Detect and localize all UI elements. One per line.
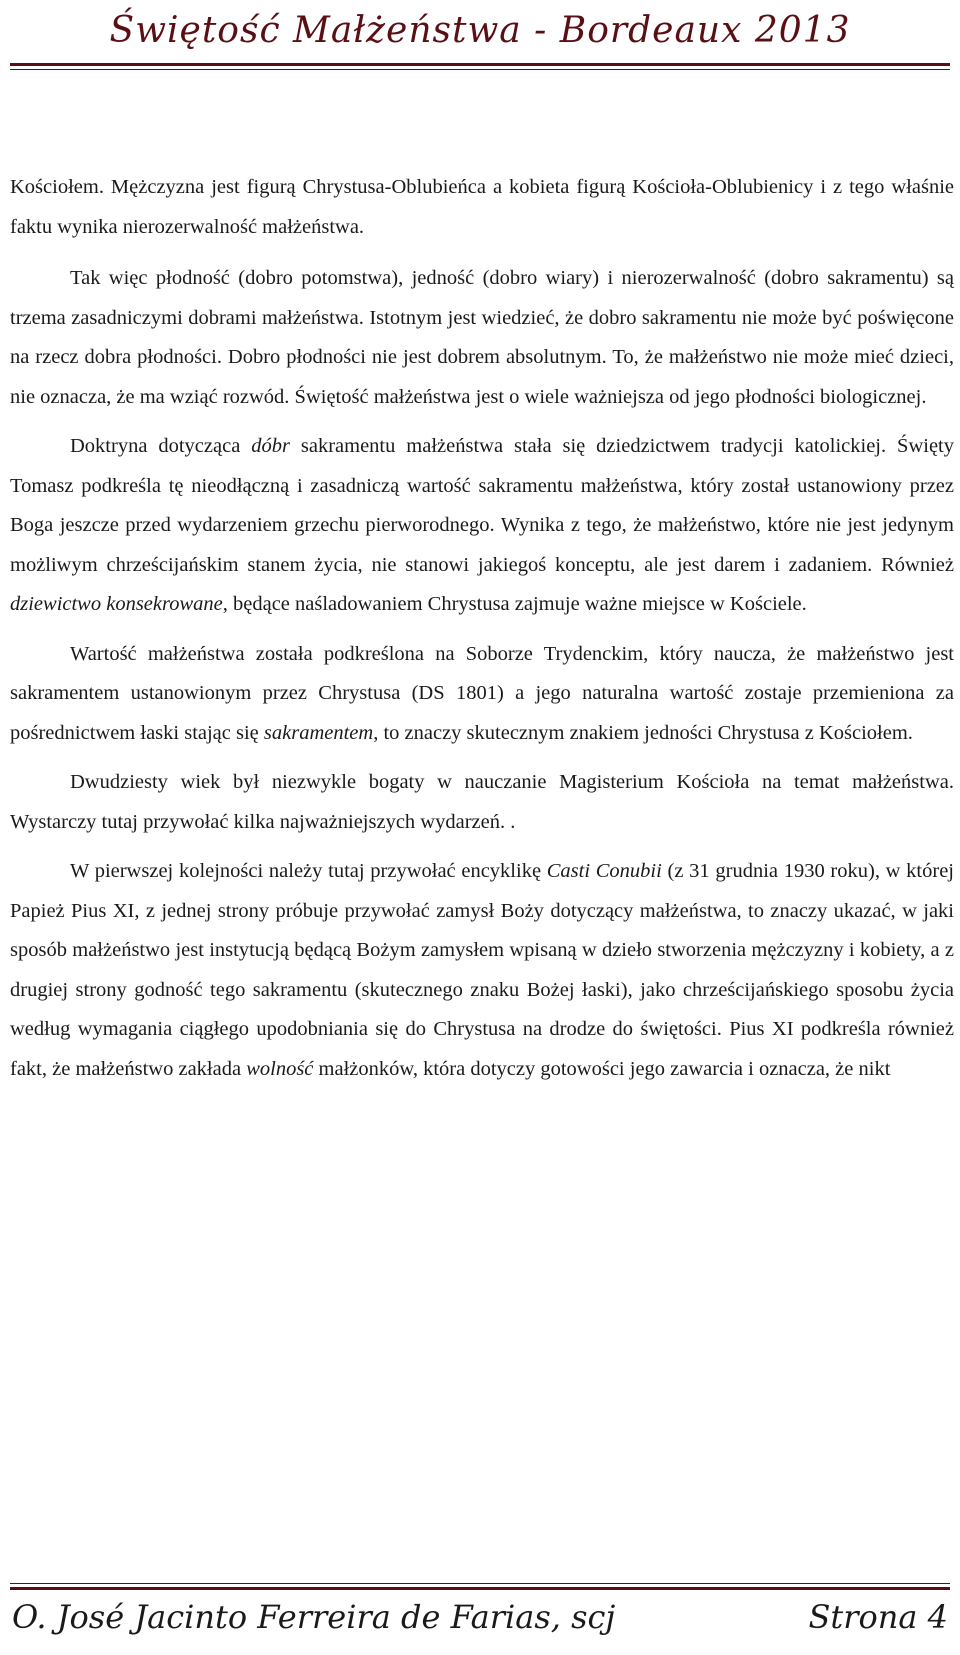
paragraph-6-emphasis: Casti Conubii: [546, 860, 662, 882]
paragraph-3: [10, 427, 954, 625]
header-rule: [10, 63, 950, 66]
paragraph-3-emphasis-2: dziewictwo konsekrowane: [10, 593, 223, 615]
paragraph-2: Tak więc płodność (dobro potomstwa), jedność (dobro wiary) i nierozerwalność (dobro sakramentu) są trzema zasadniczymi dobrami małżeństwa. Istotnym jest wiedzieć, że dobro sakramentu nie może być poświęcone na rzecz dobra płodności. Dobro płodności nie jest dobrem absolutnym. To, że małżeństwo nie może mieć dzieci, nie oznacza, że ma wziąć rozwód. Świętość małżeństwa jest o wiele ważniejsza od jego płodności biologicznej.: [10, 267, 954, 408]
paragraph-3-text-b: sakramentu małżeństwa stała się dziedzictwem tradycji katolickiej. Święty Tomasz podkreśla tę nieodłączną i zasadniczą wartość sakramentu małżeństwa, który został ustanowiony przez Boga jeszcze przed wydarzeniem grzechu pierworodnego. Wynika z tego, że małżeństwo, które nie jest jedynym możliwym chrześcijańskim stanem życia, nie stanowi jakiegoś konceptu, ale jest darem i zadaniem. Również: [10, 435, 954, 576]
paragraph-6-text-c: małżonków, która dotyczy gotowości jego zawarcia i oznacza, że nikt: [313, 1057, 891, 1080]
paragraph-3-emphasis: dóbr: [251, 435, 290, 457]
paragraph-6-text-b: (z 31 grudnia 1930 roku), w której Papież Pius XI, z jednej strony próbuje przywołać zamysł Boży dotyczący małżeństwa, to znaczy ukazać, w jaki sposób małżeństwo jest instytucją będącą Bożym zamysłem wpisaną w dzieło stworzenia mężczyzny i kobiety, a z drugiej strony godność tego sakramentu (skutecznego znaku Bożej łaski), jako chrześcijańskiego sposobu życia według wymagania ciągłego upodobniania się do Chrystusa na drodze do świętości. Pius XI podkreśla również fakt, że małżeństwo zakłada: [10, 860, 954, 1080]
document-body: [10, 168, 954, 1099]
paragraph-6-text-a: W pierwszej kolejności należy tutaj przywołać encyklikę: [70, 860, 547, 882]
paragraph-4-text-a: Wartość małżeństwa została podkreślona na Soborze Trydenckim, który naucza, że małżeństwo jest sakramentem ustanowionym przez Chrystusa (DS 1801) a jego naturalna wartość zostaje przemieniona za pośrednictwem łaski stając się: [10, 642, 954, 744]
page-header-title: Świętość Małżeństwa - Bordeaux 2013: [109, 10, 851, 51]
paragraph-4: [10, 635, 954, 754]
footer-page-number: Strona 4: [808, 1598, 948, 1636]
paragraph-1: Kościołem. Mężczyzna jest figurą Chrystusa-Oblubieńca a kobieta figurą Kościoła-Oblubienicy i z tego właśnie faktu wynika nierozerwalność małżeństwa.: [10, 176, 954, 238]
paragraph-3-text-a: Doktryna dotycząca: [70, 435, 252, 457]
paragraph-6: [10, 852, 954, 1089]
paragraph-6-emphasis-2: wolność: [246, 1057, 314, 1080]
header-rule-thin: [10, 69, 950, 70]
paragraph-4-text-b: , to znaczy skutecznym znakiem jedności Chrystusa z Kościołem.: [373, 721, 913, 744]
paragraph-3-text-c: , będące naśladowaniem Chrystusa zajmuje ważne miejsce w Kościele.: [222, 593, 807, 615]
footer-rule: [10, 1587, 950, 1590]
paragraph-4-emphasis: sakramentem: [263, 721, 374, 744]
footer-rule-thin: [10, 1583, 950, 1584]
footer-author: O. José Jacinto Ferreira de Farias, scj: [12, 1598, 616, 1636]
paragraph-5: Dwudziesty wiek był niezwykle bogaty w nauczanie Magisterium Kościoła na temat małżeństwa. Wystarczy tutaj przywołać kilka najważniejszych wydarzeń. .: [10, 771, 954, 833]
